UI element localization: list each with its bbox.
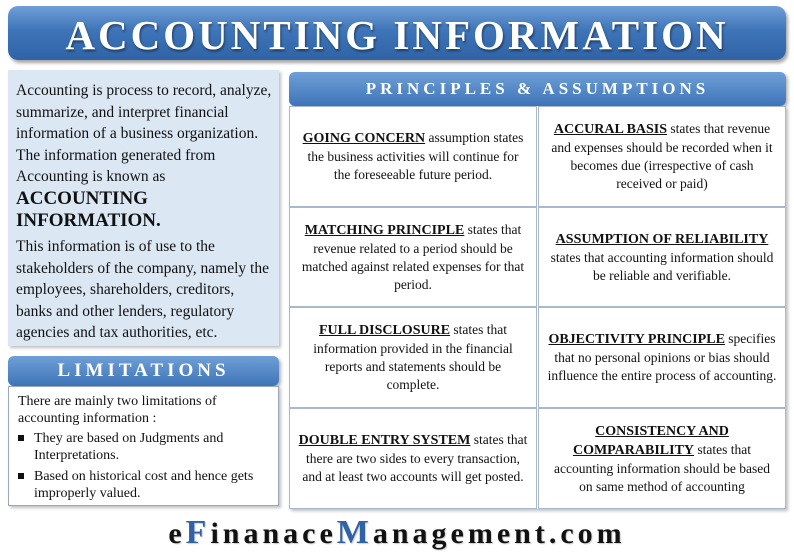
limitations-heading: LIMITATIONS bbox=[57, 360, 230, 381]
intro-text: Accounting is process to record, analyze, summarize, and interpret financial information of a business organization. The information generated from Accounting is known as bbox=[16, 82, 272, 185]
principles-grid bbox=[289, 106, 786, 509]
principle-term: GOING CONCERN bbox=[302, 131, 426, 146]
principle-term: DOUBLE ENTRY SYSTEM bbox=[298, 433, 471, 448]
intro-panel bbox=[8, 70, 279, 346]
intro-term: ACCOUNTING INFORMATION. bbox=[16, 187, 161, 231]
limitations-intro: There are mainly two limitations of accounting information : bbox=[18, 394, 217, 426]
principle-desc: states that revenue and expenses should be recorded when it becomes due (irrespective of cash received or paid) bbox=[551, 121, 773, 191]
intro-paragraph-2: This information is of use to the stakeholders of the company, namely the employees, shareholders, creditors, banks and other lenders, regulatory agencies and tax authorities, etc. bbox=[16, 238, 269, 341]
principle-cell bbox=[289, 408, 537, 509]
page-title: ACCOUNTING INFORMATION bbox=[65, 12, 729, 58]
principle-desc: states that accounting information should be reliable and verifiable. bbox=[550, 249, 774, 283]
intro-paragraph bbox=[16, 80, 274, 233]
principle-desc: states that information provided in the financial reports and statements should be complete. bbox=[313, 322, 513, 392]
principle-desc: states that revenue related to a period should be matched against related expenses for that period. bbox=[301, 221, 525, 292]
principle-desc: states that there are two sides to every transaction, and at least two accounts will get posted. bbox=[302, 432, 528, 484]
principle-cell bbox=[538, 307, 786, 408]
principle-term: FULL DISCLOSURE bbox=[318, 323, 451, 338]
principles-heading: PRINCIPLES & ASSUMPTIONS bbox=[365, 79, 710, 98]
principle-cell bbox=[289, 106, 537, 207]
principle-term: CONSISTENCY AND COMPARABILITY bbox=[572, 423, 729, 458]
principle-cell bbox=[538, 408, 786, 509]
principle-term: MATCHING PRINCIPLE bbox=[304, 222, 465, 238]
principle-desc: assumption states the business activities will continue for the foreseeable future period. bbox=[307, 130, 524, 182]
principle-cell bbox=[538, 106, 786, 207]
principle-cell bbox=[538, 207, 786, 307]
square-bullet-icon bbox=[18, 473, 24, 479]
principle-term: ACCURAL BASIS bbox=[553, 122, 668, 137]
principle-cell bbox=[289, 307, 537, 408]
footer-text: e bbox=[168, 517, 186, 550]
principle-cell bbox=[289, 207, 537, 307]
principle-term: OBJECTIVITY PRINCIPLE bbox=[548, 332, 725, 347]
principle-desc: specifies that no personal opinions or bias should influence the entire process of accounting. bbox=[547, 331, 777, 383]
limitation-text: Based on historical cost and hence gets improperly valued. bbox=[34, 469, 254, 501]
principle-desc: states that accounting information should be based on same method of accounting bbox=[554, 441, 770, 494]
footer-highlight: F bbox=[185, 514, 211, 551]
limitation-item bbox=[18, 468, 272, 502]
footer-text: anagement.com bbox=[372, 517, 626, 550]
footer-text: inanace bbox=[210, 517, 337, 550]
principle-term: ASSUMPTION OF RELIABILITY bbox=[555, 231, 769, 247]
square-bullet-icon bbox=[18, 435, 24, 441]
title-banner bbox=[8, 6, 786, 60]
footer-highlight: M bbox=[336, 514, 373, 551]
limitation-item bbox=[18, 430, 272, 464]
site-footer bbox=[0, 514, 794, 552]
limitations-panel bbox=[8, 386, 279, 506]
limitation-text: They are based on Judgments and Interpretations. bbox=[34, 431, 224, 463]
limitations-header bbox=[8, 356, 279, 386]
principles-header bbox=[289, 72, 786, 106]
